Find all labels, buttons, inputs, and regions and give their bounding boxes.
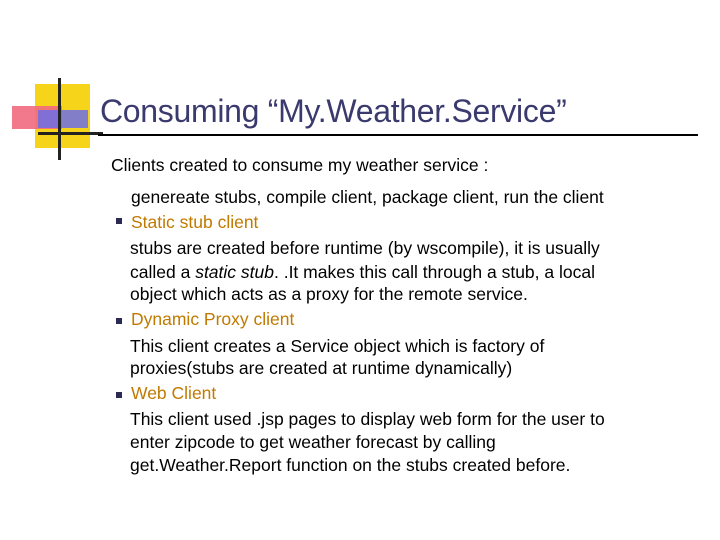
item-static-stub-detail-2: [130, 261, 595, 284]
item-dynamic-proxy-detail-1: This client creates a Service object which is factory of: [130, 336, 545, 356]
bullet-icon: [116, 392, 122, 398]
detail-prefix: called a: [130, 262, 196, 282]
item-web-client-detail-2: enter zipcode to get weather forecast by calling: [130, 432, 496, 452]
bullet-icon: [116, 318, 122, 324]
item-dynamic-proxy-label: Dynamic Proxy client: [131, 309, 295, 329]
item-static-stub-detail-3: object which acts as a proxy for the remote service.: [130, 284, 528, 304]
intro-line-1: Clients created to consume my weather service :: [111, 155, 489, 175]
item-web-client-label: Web Client: [131, 383, 217, 403]
item-static-stub-detail-1: stubs are created before runtime (by wscompile), it is usually: [130, 238, 600, 258]
detail-suffix: . .It makes this call through a stub, a local: [273, 262, 595, 282]
item-web-client-detail-3: get.Weather.Report function on the stubs created before.: [130, 455, 571, 475]
intro-line-2: genereate stubs, compile client, package client, run the client: [131, 187, 604, 207]
item-web-client-detail-1: This client used .jsp pages to display web form for the user to: [130, 409, 605, 429]
slide-title: Consuming “My.Weather.Service”: [100, 93, 567, 129]
detail-italic: static stub: [195, 262, 274, 282]
item-dynamic-proxy-detail-2: proxies(stubs are created at runtime dynamically): [130, 358, 513, 378]
item-static-stub-label: Static stub client: [131, 212, 259, 232]
bullet-icon: [116, 218, 122, 224]
